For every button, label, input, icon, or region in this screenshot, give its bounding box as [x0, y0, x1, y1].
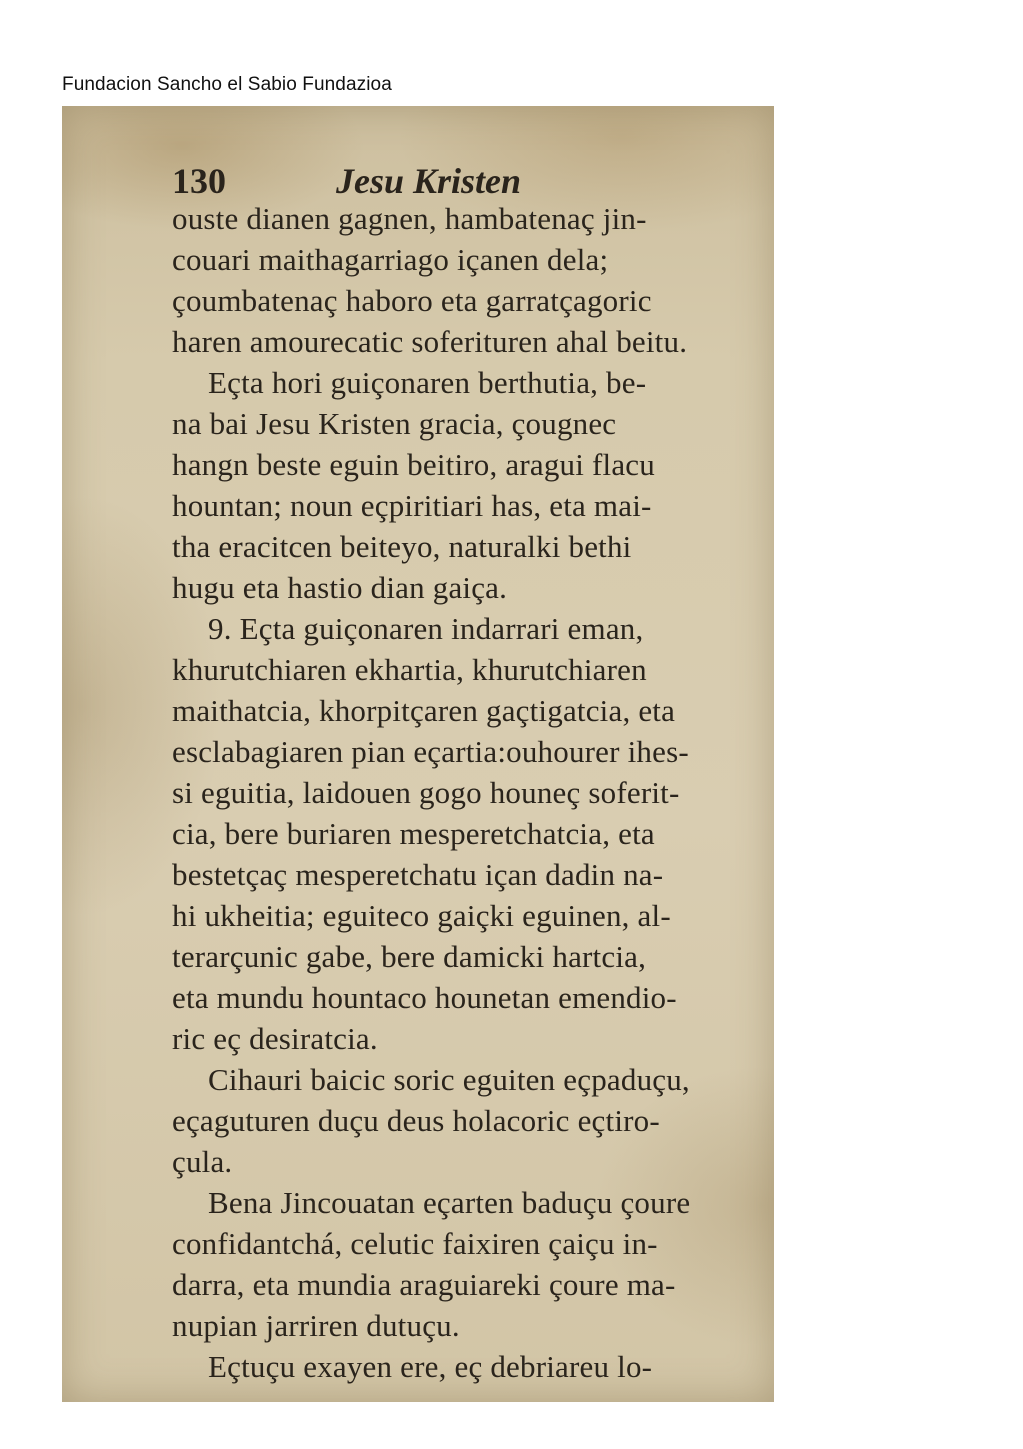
running-head	[172, 160, 692, 200]
text-line: na bai Jesu Kristen gracia, çougnec	[172, 406, 617, 441]
text-line: bestetçaç mesperetchatu içan dadin na-	[172, 857, 664, 892]
text-line: tha eracitcen beiteyo, naturalki bethi	[172, 529, 632, 564]
running-title: Jesu Kristen	[336, 161, 522, 201]
text-line: cia, bere buriaren mesperetchatcia, eta	[172, 816, 655, 851]
text-line: çula.	[172, 1144, 233, 1179]
text-line: 9. Eçta guiçonaren indarrari eman,	[208, 611, 644, 646]
text-line: confidantchá, celutic faixiren çaiçu in-	[172, 1226, 658, 1261]
text-line: Eçtuçu exayen ere, eç debriareu lo-	[208, 1349, 653, 1384]
text-line: hugu eta hastio dian gaiça.	[172, 570, 508, 605]
text-line: hi ukheitia; eguiteco gaiçki eguinen, al-	[172, 898, 671, 933]
text-line: eta mundu hountaco hounetan emendio-	[172, 980, 677, 1015]
text-line: khurutchiaren ekhartia, khurutchiaren	[172, 652, 647, 687]
text-line: darra, eta mundia araguiareki çoure ma-	[172, 1267, 676, 1302]
text-line: hountan; noun eçpiritiari has, eta mai-	[172, 488, 652, 523]
text-line: ouste dianen gagnen, hambatenaç jin-	[172, 201, 647, 236]
text-line: eçaguturen duçu deus holacoric eçtiro-	[172, 1103, 660, 1138]
page-number: 130	[172, 161, 226, 201]
text-line: nupian jarriren dutuçu.	[172, 1308, 460, 1343]
text-line: Bena Jincouatan eçarten baduçu çoure	[208, 1185, 691, 1220]
header-credit: Fundacion Sancho el Sabio Fundazioa	[62, 74, 392, 95]
scanned-page	[62, 106, 774, 1402]
text-line: çoumbatenaç haboro eta garratçagoric	[172, 283, 652, 318]
text-line: haren amourecatic soferituren ahal beitu.	[172, 324, 688, 359]
text-line: ric eç desiratcia.	[172, 1021, 378, 1056]
text-line: Eçta hori guiçonaren berthutia, be-	[208, 365, 647, 400]
text-line: terarçunic gabe, bere damicki hartcia,	[172, 939, 647, 974]
text-line: couari maithagarriago içanen dela;	[172, 242, 609, 277]
text-line: maithatcia, khorpitçaren gaçtigatcia, eta	[172, 693, 676, 728]
text-line: esclabagiaren pian eçartia:ouhourer ihes-	[172, 734, 689, 769]
text-line: hangn beste eguin beitiro, aragui flacu	[172, 447, 655, 482]
text-line: Cihauri baicic soric eguiten eçpaduçu,	[208, 1062, 690, 1097]
text-line: si eguitia, laidouen gogo houneç soferit-	[172, 775, 680, 810]
